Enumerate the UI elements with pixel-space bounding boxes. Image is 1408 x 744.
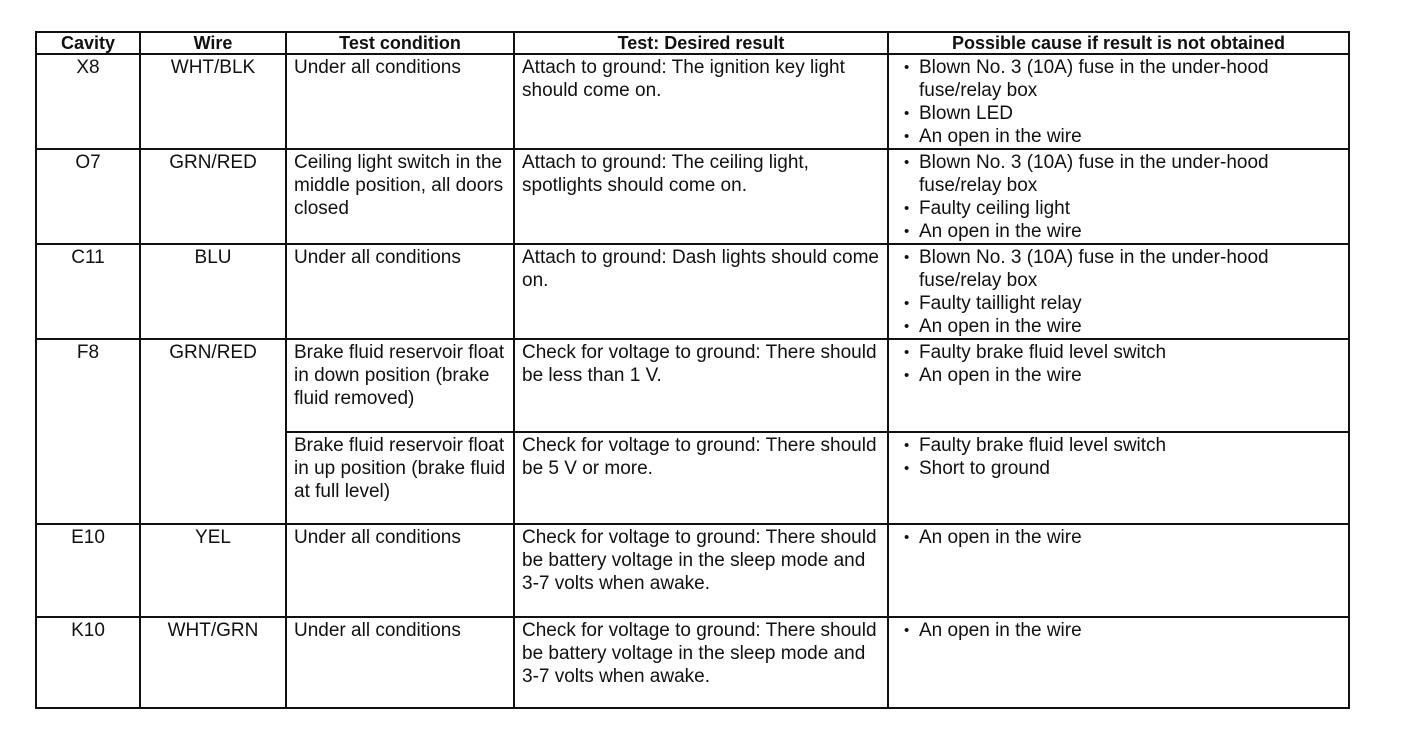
wire-cell: GRN/RED xyxy=(140,339,286,524)
cavity-cell: E10 xyxy=(36,524,140,617)
cause-item: • Blown No. 3 (10A) fuse in the under-hood fuse/relay box xyxy=(896,56,1342,102)
cause-item: • Blown LED xyxy=(896,102,1342,125)
cavity-cell: F8 xyxy=(36,339,140,524)
cause-item: • An open in the wire xyxy=(896,526,1342,549)
causes-cell xyxy=(888,432,1349,524)
header-possible-cause: Possible cause if result is not obtained xyxy=(888,32,1349,54)
causes-list xyxy=(896,619,1342,642)
cavity-cell: K10 xyxy=(36,617,140,708)
causes-cell xyxy=(888,339,1349,432)
result-cell: Attach to ground: Dash lights should come on. xyxy=(514,244,888,339)
cavity-cell: O7 xyxy=(36,149,140,244)
header-cavity: Cavity xyxy=(36,32,140,54)
diagnostic-table xyxy=(35,31,1350,709)
causes-cell xyxy=(888,54,1349,149)
table-row xyxy=(36,524,1349,617)
causes-cell xyxy=(888,149,1349,244)
header-wire: Wire xyxy=(140,32,286,54)
cause-item: • Blown No. 3 (10A) fuse in the under-hood fuse/relay box xyxy=(896,246,1342,292)
cause-item: • Faulty taillight relay xyxy=(896,292,1342,315)
cause-item: • Short to ground xyxy=(896,457,1342,480)
causes-list xyxy=(896,434,1342,480)
cause-item: • Blown No. 3 (10A) fuse in the under-hood fuse/relay box xyxy=(896,151,1342,197)
result-cell: Attach to ground: The ignition key light should come on. xyxy=(514,54,888,149)
table-row xyxy=(36,339,1349,432)
header-desired-result: Test: Desired result xyxy=(514,32,888,54)
result-cell: Check for voltage to ground: There should be less than 1 V. xyxy=(514,339,888,432)
cavity-cell: C11 xyxy=(36,244,140,339)
condition-cell: Under all conditions xyxy=(286,54,514,149)
wire-cell: YEL xyxy=(140,524,286,617)
wire-cell: GRN/RED xyxy=(140,149,286,244)
condition-cell: Brake fluid reservoir float in up position (brake fluid at full level) xyxy=(286,432,514,524)
condition-cell: Under all conditions xyxy=(286,244,514,339)
diagnostic-table-container xyxy=(35,31,1348,709)
header-row xyxy=(36,32,1349,54)
cause-item: • An open in the wire xyxy=(896,220,1342,243)
cause-item: • An open in the wire xyxy=(896,619,1342,642)
result-cell: Attach to ground: The ceiling light, spotlights should come on. xyxy=(514,149,888,244)
cause-item: • An open in the wire xyxy=(896,125,1342,148)
table-row xyxy=(36,244,1349,339)
cause-item: • Faulty brake fluid level switch xyxy=(896,341,1342,364)
result-cell: Check for voltage to ground: There should be 5 V or more. xyxy=(514,432,888,524)
causes-cell xyxy=(888,244,1349,339)
cause-item: • An open in the wire xyxy=(896,364,1342,387)
condition-cell: Under all conditions xyxy=(286,617,514,708)
causes-cell xyxy=(888,524,1349,617)
causes-list xyxy=(896,246,1342,338)
wire-cell: BLU xyxy=(140,244,286,339)
header-test-condition: Test condition xyxy=(286,32,514,54)
causes-list xyxy=(896,56,1342,148)
condition-cell: Under all conditions xyxy=(286,524,514,617)
result-cell: Check for voltage to ground: There should be battery voltage in the sleep mode and 3-7 volts when awake. xyxy=(514,617,888,708)
table-row xyxy=(36,54,1349,149)
causes-cell xyxy=(888,617,1349,708)
condition-cell: Brake fluid reservoir float in down position (brake fluid removed) xyxy=(286,339,514,432)
causes-list xyxy=(896,341,1342,387)
wire-cell: WHT/GRN xyxy=(140,617,286,708)
cause-item: • An open in the wire xyxy=(896,315,1342,338)
table-row xyxy=(36,149,1349,244)
table-row xyxy=(36,617,1349,708)
condition-cell: Ceiling light switch in the middle position, all doors closed xyxy=(286,149,514,244)
result-cell: Check for voltage to ground: There should be battery voltage in the sleep mode and 3-7 volts when awake. xyxy=(514,524,888,617)
cavity-cell: X8 xyxy=(36,54,140,149)
cause-item: • Faulty ceiling light xyxy=(896,197,1342,220)
causes-list xyxy=(896,151,1342,243)
wire-cell: WHT/BLK xyxy=(140,54,286,149)
causes-list xyxy=(896,526,1342,549)
cause-item: • Faulty brake fluid level switch xyxy=(896,434,1342,457)
